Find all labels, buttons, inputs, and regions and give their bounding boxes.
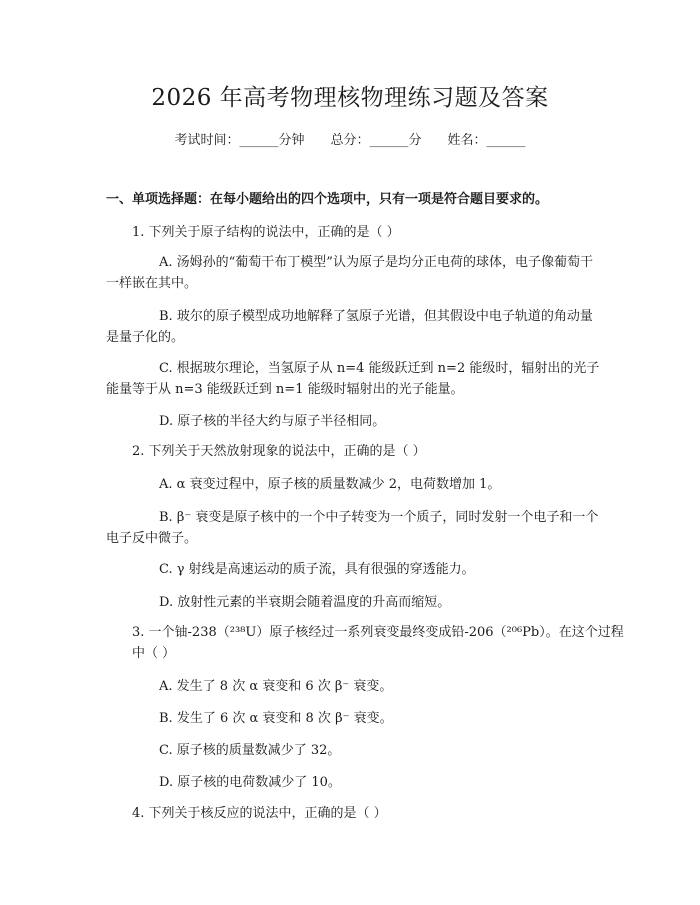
question-3-stem <box>106 622 630 664</box>
student-name-field: 姓名：______ <box>447 133 526 148</box>
question-1-option-a: A. 汤姆孙的“葡萄干布丁模型”认为原子是均分正电荷的球体，电子像葡萄干一样嵌在其中。 <box>106 255 593 291</box>
question-3-option-d: D. 原子核的电荷数减少了 10。 <box>159 775 341 790</box>
question-2-option-a: A. α 衰变过程中，原子核的质量数减少 2，电荷数增加 1。 <box>159 477 501 492</box>
section-heading: 一、单项选择题：在每小题给出的四个选项中，只有一项是符合题目要求的。 <box>106 192 549 207</box>
question-3-stem-text: 3. 一个铀-238（²³⁸U）原子核经过一系列衰变最终变成铅-206（²⁰⁶Pb）。在这个过程中（ ） <box>132 625 624 661</box>
question-3-option-a: A. 发生了 8 次 α 衰变和 6 次 β⁻ 衰变。 <box>159 679 393 694</box>
question-1-option-c: C. 根据玻尔理论，当氢原子从 n=4 能级跃迁到 n=2 能级时，辐射出的光子能量等于从 n=3 能级跃迁到 n=1 能级时辐射出的光子能量。 <box>106 361 600 397</box>
question-4-stem: 4. 下列关于核反应的说法中，正确的是（ ） <box>132 806 387 821</box>
exam-time-field: 考试时间：______分钟 <box>174 133 305 148</box>
page-title: 2026 年高考物理核物理练习题及答案 <box>151 85 549 111</box>
question-3-option-c: C. 原子核的质量数减少了 32。 <box>159 743 341 758</box>
question-2-stem: 2. 下列关于天然放射现象的说法中，正确的是（ ） <box>132 444 426 459</box>
question-1-option-d: D. 原子核的半径大约与原子半径相同。 <box>159 414 386 429</box>
total-score-field: 总分：______分 <box>330 133 422 148</box>
question-1-option-b: B. 玻尔的原子模型成功地解释了氢原子光谱，但其假设中电子轨道的角动量是量子化的。 <box>106 309 593 345</box>
exam-info-line <box>0 131 700 151</box>
question-1-stem: 1. 下列关于原子结构的说法中，正确的是（ ） <box>132 225 400 240</box>
question-2-option-d: D. 放射性元素的半衰期会随着温度的升高而缩短。 <box>159 595 451 610</box>
question-2-option-c: C. γ 射线是高速运动的质子流，具有很强的穿透能力。 <box>159 562 475 577</box>
question-2-option-b: B. β⁻ 衰变是原子核中的一个中子转变为一个质子，同时发射一个电子和一个电子反中微子。 <box>106 510 599 546</box>
question-3-option-b: B. 发生了 6 次 α 衰变和 8 次 β⁻ 衰变。 <box>159 711 393 726</box>
